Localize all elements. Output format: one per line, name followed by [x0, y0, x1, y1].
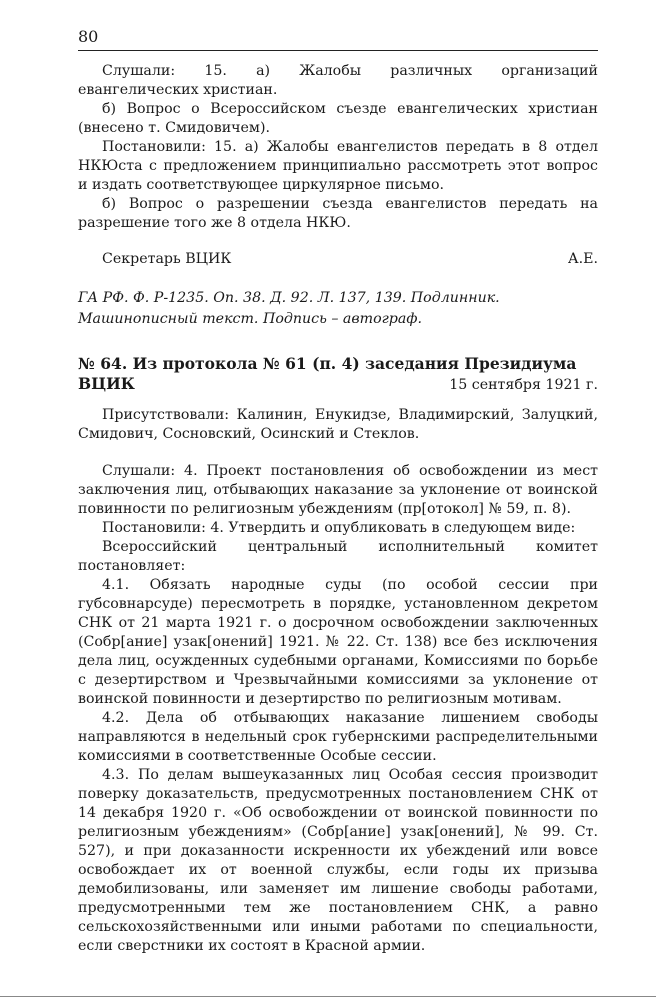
protocol-paragraph: 4.3. По делам вышеуказанных лиц Особая сессия производит поверку доказательств, предусмотренных постановлением СНК от 14 декабря 1920 г. «Об освобождении от воинской повинности по религиозным убеждениям» (Собр[ание] узак[онений], № 99. Ст. 527), и при доказанности искренности их убеждений или вовсе освобождает их от военной службы, если годы их призыва демобилизованы, или заменяет им лишение свободы работами, предусмотренными тем же постановлением СНК, а равно сельскохозяйственными или иными работами по специальности, если сверстники их состоят в Красной армии.	[78, 767, 598, 954]
protocol-paragraph: Всероссийский центральный исполнительный комитет постановляет:	[78, 539, 598, 574]
header-rule	[78, 50, 598, 51]
signature-block	[78, 250, 598, 269]
top-paragraph: Слушали: 15. а) Жалобы различных организаций евангелических христиан.	[78, 63, 598, 98]
source-line-2: Машинописный текст. Подпись – автограф.	[78, 311, 422, 327]
top-section	[78, 62, 598, 233]
document-title: № 64. Из протокола № 61 (п. 4) заседания Президиума ВЦИК	[78, 354, 577, 393]
document-date: 15 сентября 1921 г.	[449, 377, 598, 393]
page-number: 80	[78, 27, 99, 46]
archival-source	[78, 288, 598, 330]
attendance-block	[78, 406, 598, 444]
bottom-edge-rule	[0, 996, 656, 997]
top-paragraph: б) Вопрос о разрешении съезда евангелистов передать на разрешение того же 8 отдела НКЮ.	[78, 196, 598, 231]
protocol-paragraph: Слушали: 4. Проект постановления об освобождении из мест заключения лиц, отбывающих наказание за уклонение от воинской повинности по религиозным убеждениям (пр[отокол] № 59, п. 8).	[78, 463, 598, 517]
signature-name: А.Е.	[567, 251, 598, 267]
attendance-paragraph: Присутствовали: Калинин, Енукидзе, Владимирский, Залуцкий, Смидович, Сосновский, Осинский и Стеклов.	[78, 407, 598, 442]
protocol-paragraph: Постановили: 4. Утвердить и опубликовать в следующем виде:	[102, 520, 576, 536]
source-line-1: ГА РФ. Ф. Р-1235. Оп. 38. Д. 92. Л. 137, 139. Подлинник.	[78, 290, 500, 306]
protocol-body	[78, 462, 598, 956]
protocol-paragraph: 4.2. Дела об отбывающих наказание лишением свободы направляются в недельный срок губернскими распределительными комиссиями в соответственные Особые сессии.	[78, 710, 598, 764]
top-paragraph: Постановили: 15. а) Жалобы евангелистов передать в 8 отдел НКЮста с предложением принципиально рассмотреть этот вопрос и издать соответствующее циркулярное письмо.	[78, 139, 598, 193]
protocol-paragraph: 4.1. Обязать народные суды (по особой сессии при губсовнарсуде) пересмотреть в порядке, установленном декретом СНК от 21 марта 1921 г. о досрочном освобождении заключенных (Собр[ание] узак[онений] 1921. № 22. Ст. 138) все без исключения дела лиц, осужденных судебными органами, Комиссиями по борьбе с дезертирством и Чрезвычайными комиссиями за уклонение от воинской повинности и дезертирство по религиозным мотивам.	[78, 577, 598, 707]
top-paragraph: б) Вопрос о Всероссийском съезде евангелических христиан (внесено т. Смидовичем).	[78, 101, 598, 136]
signature-role: Секретарь ВЦИК	[102, 251, 232, 267]
